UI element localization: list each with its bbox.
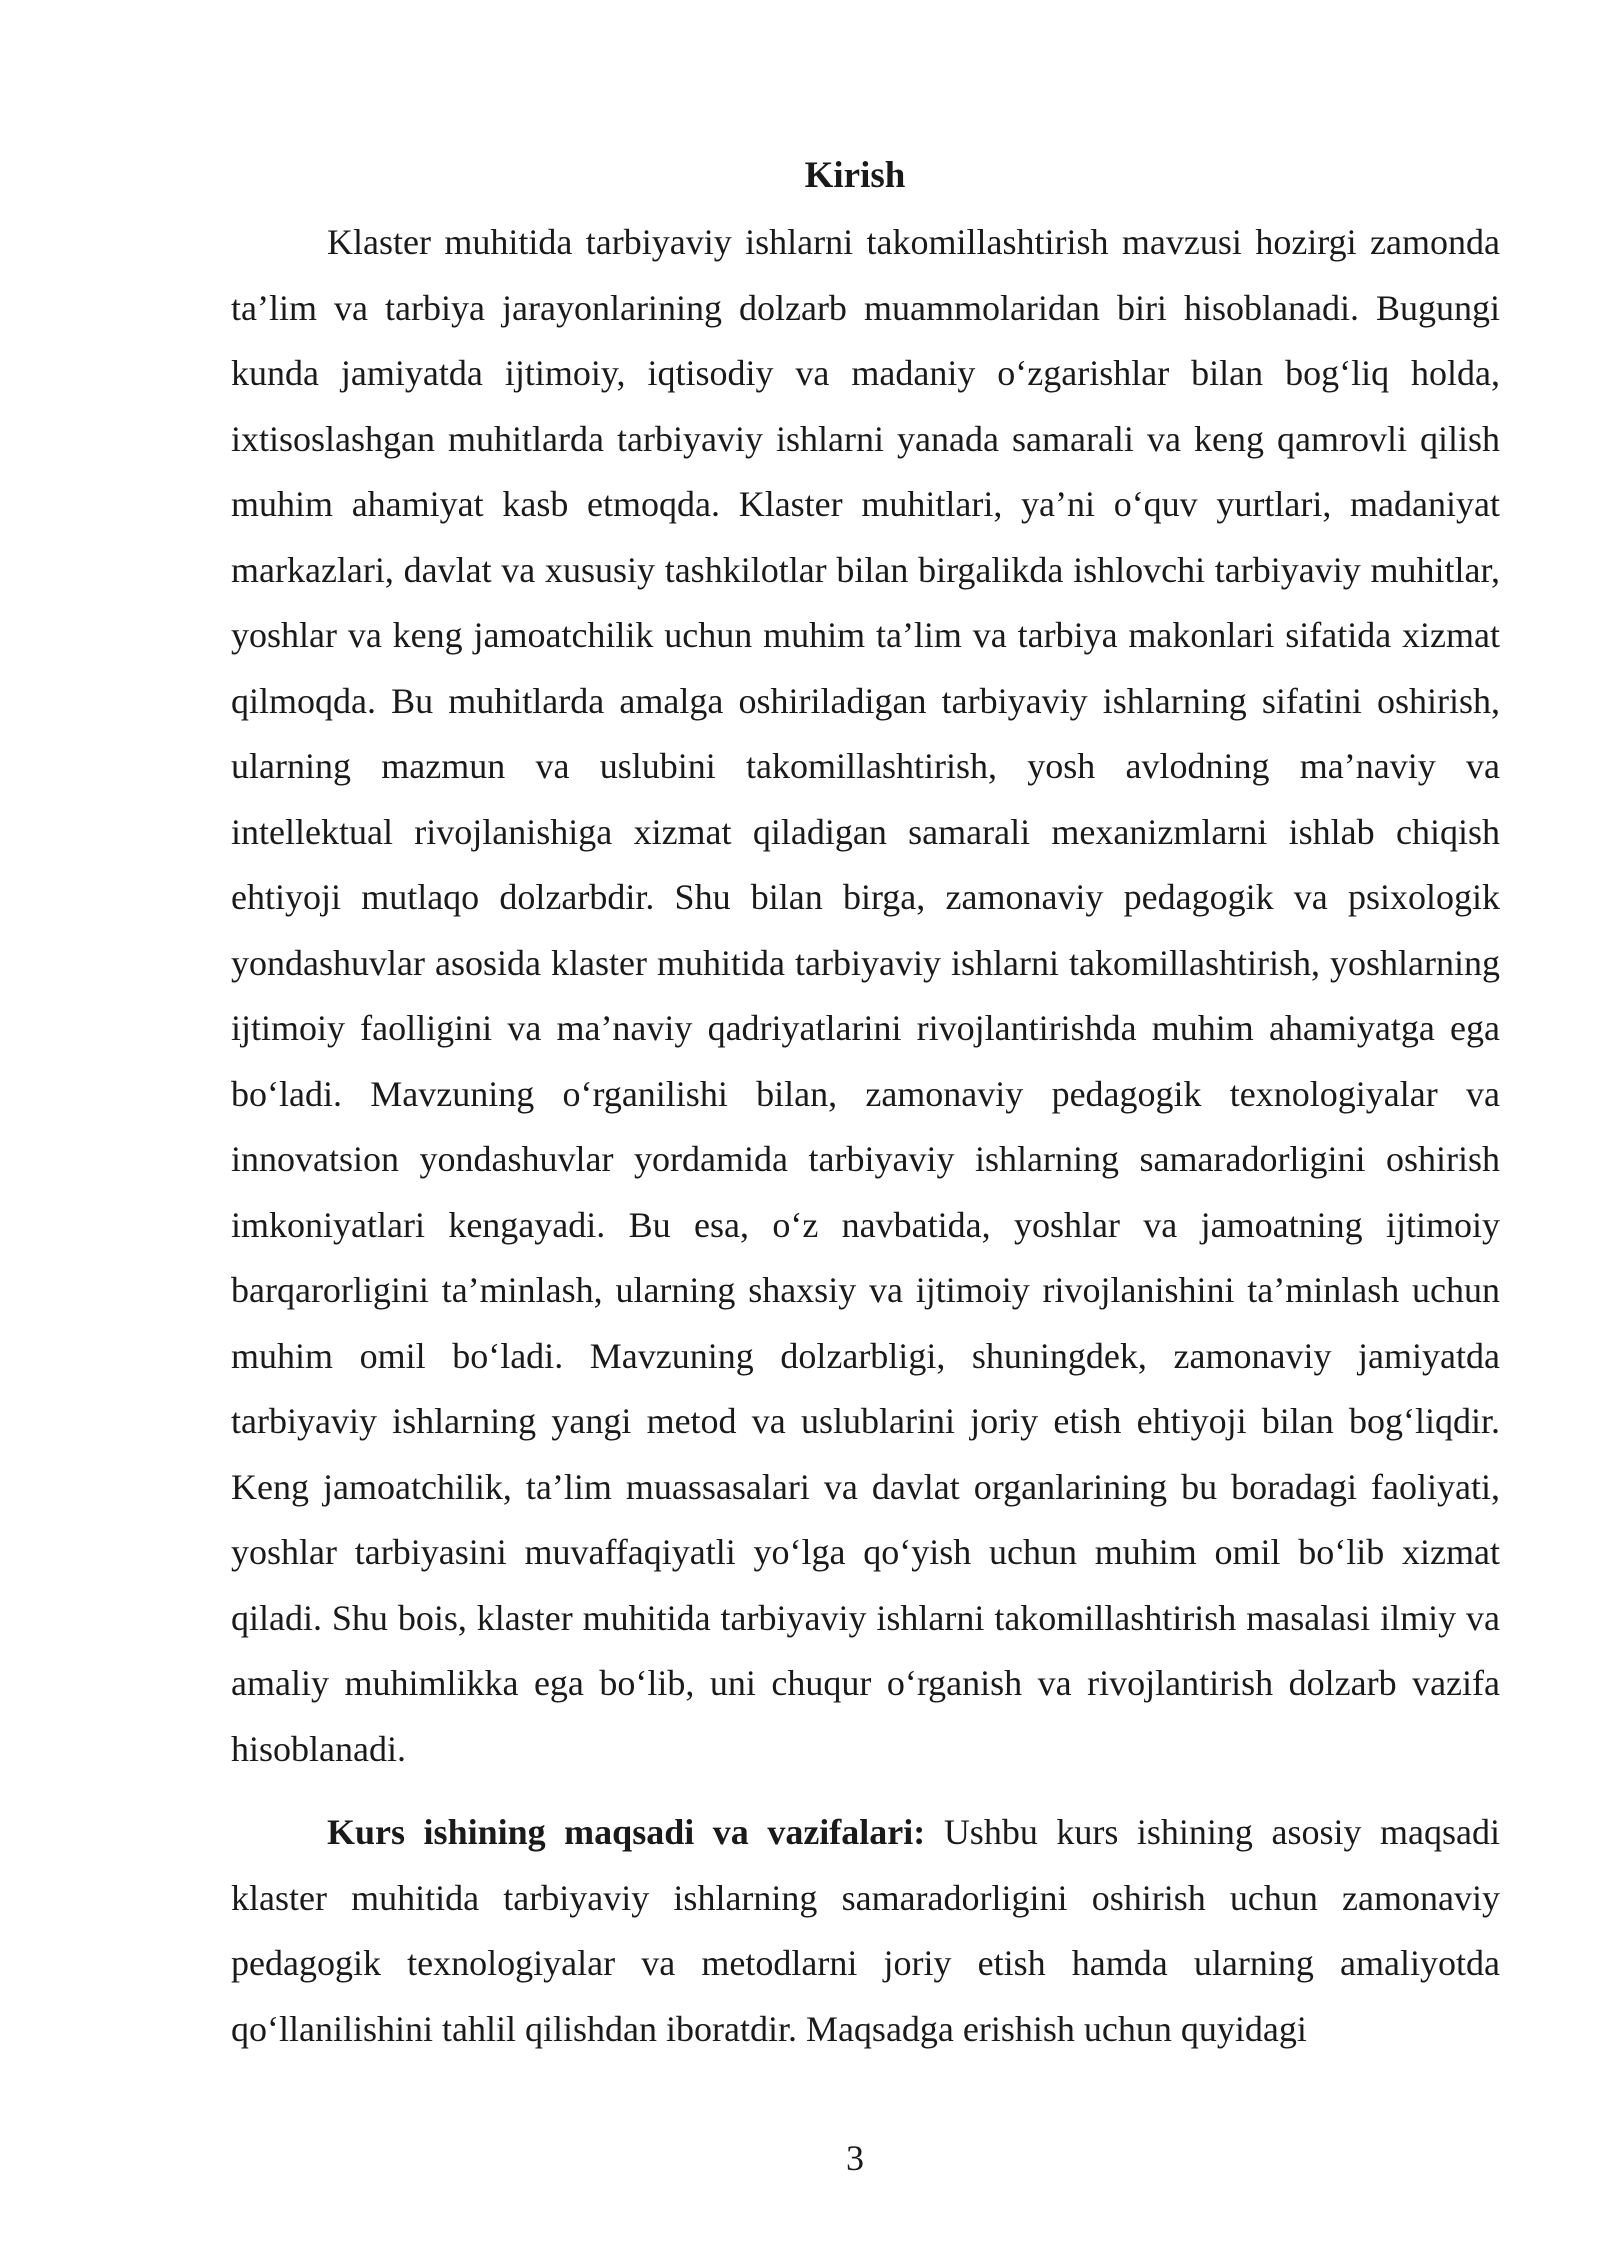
goals-heading: Kurs ishining maqsadi va vazifalari: xyxy=(327,1812,926,1852)
document-body xyxy=(231,210,1500,2062)
page-title: Kirish xyxy=(804,155,906,196)
intro-paragraph: Klaster muhitida tarbiyaviy ishlarni takomillashtirish mavzusi hozirgi zamonda ta’lim va tarbiya jarayonlarining dolzarb muammolaridan biri hisoblanadi. Bugungi kunda jamiyatda ijtimoiy, iqtisodiy va madaniy o‘zgarishlar bilan bog‘liq holda, ixtisoslashgan muhitlarda tarbiyaviy ishlarni yanada samarali va keng qamrovli qilish muhim ahamiyat kasb etmoqda. Klaster muhitlari, ya’ni o‘quv yurtlari, madaniyat markazlari, davlat va xususiy tashkilotlar bilan birgalikda ishlovchi tarbiyaviy muhitlar, yoshlar va keng jamoatchilik uchun muhim ta’lim va tarbiya makonlari sifatida xizmat qilmoqda. Bu muhitlarda amalga oshiriladigan tarbiyaviy ishlarning sifatini oshirish, ularning mazmun va uslubini takomillashtirish, yosh avlodning ma’naviy va intellektual rivojlanishiga xizmat qiladigan samarali mexanizmlarni ishlab chiqish ehtiyoji mutlaqo dolzarbdir. Shu bilan birga, zamonaviy pedagogik va psixologik yondashuvlar asosida klaster muhitida tarbiyaviy ishlarni takomillashtirish, yoshlarning ijtimoiy faolligini va ma’naviy qadriyatlarini rivojlantirishda muhim ahamiyatga ega bo‘ladi. Mavzuning o‘rganilishi bilan, zamonaviy pedagogik texnologiyalar va innovatsion yondashuvlar yordamida tarbiyaviy ishlarning samaradorligini oshirish imkoniyatlari kengayadi. Bu esa, o‘z navbatida, yoshlar va jamoatning ijtimoiy barqarorligini ta’minlash, ularning shaxsiy va ijtimoiy rivojlanishini ta’minlash uchun muhim omil bo‘ladi. Mavzuning dolzarbligi, shuningdek, zamonaviy jamiyatda tarbiyaviy ishlarning yangi metod va uslublarini joriy etish ehtiyoji bilan bog‘liqdir. Keng jamoatchilik, ta’lim muassasalari va davlat organlarining bu boradagi faoliyati, yoshlar tarbiyasini muvaffaqiyatli yo‘lga qo‘yish uchun muhim omil bo‘lib xizmat qiladi. Shu bois, klaster muhitida tarbiyaviy ishlarni takomillashtirish masalasi ilmiy va amaliy muhimlikka ega bo‘lib, uni chuqur o‘rganish va rivojlantirish dolzarb vazifa hisoblanadi. xyxy=(231,222,1500,1769)
page-number: 3 xyxy=(846,2138,864,2178)
goals-text: Ushbu kurs ishining asosiy maqsadi klaster muhitida tarbiyaviy ishlarning samaradorligini oshirish uchun zamonaviy pedagogik texnologiyalar va metodlarni joriy etish hamda ularning amaliyotda qo‘llanilishini tahlil qilishdan iboratdir. Maqsadga erishish uchun quyidagi xyxy=(231,1812,1500,2049)
goals-paragraph xyxy=(231,1800,1500,2062)
